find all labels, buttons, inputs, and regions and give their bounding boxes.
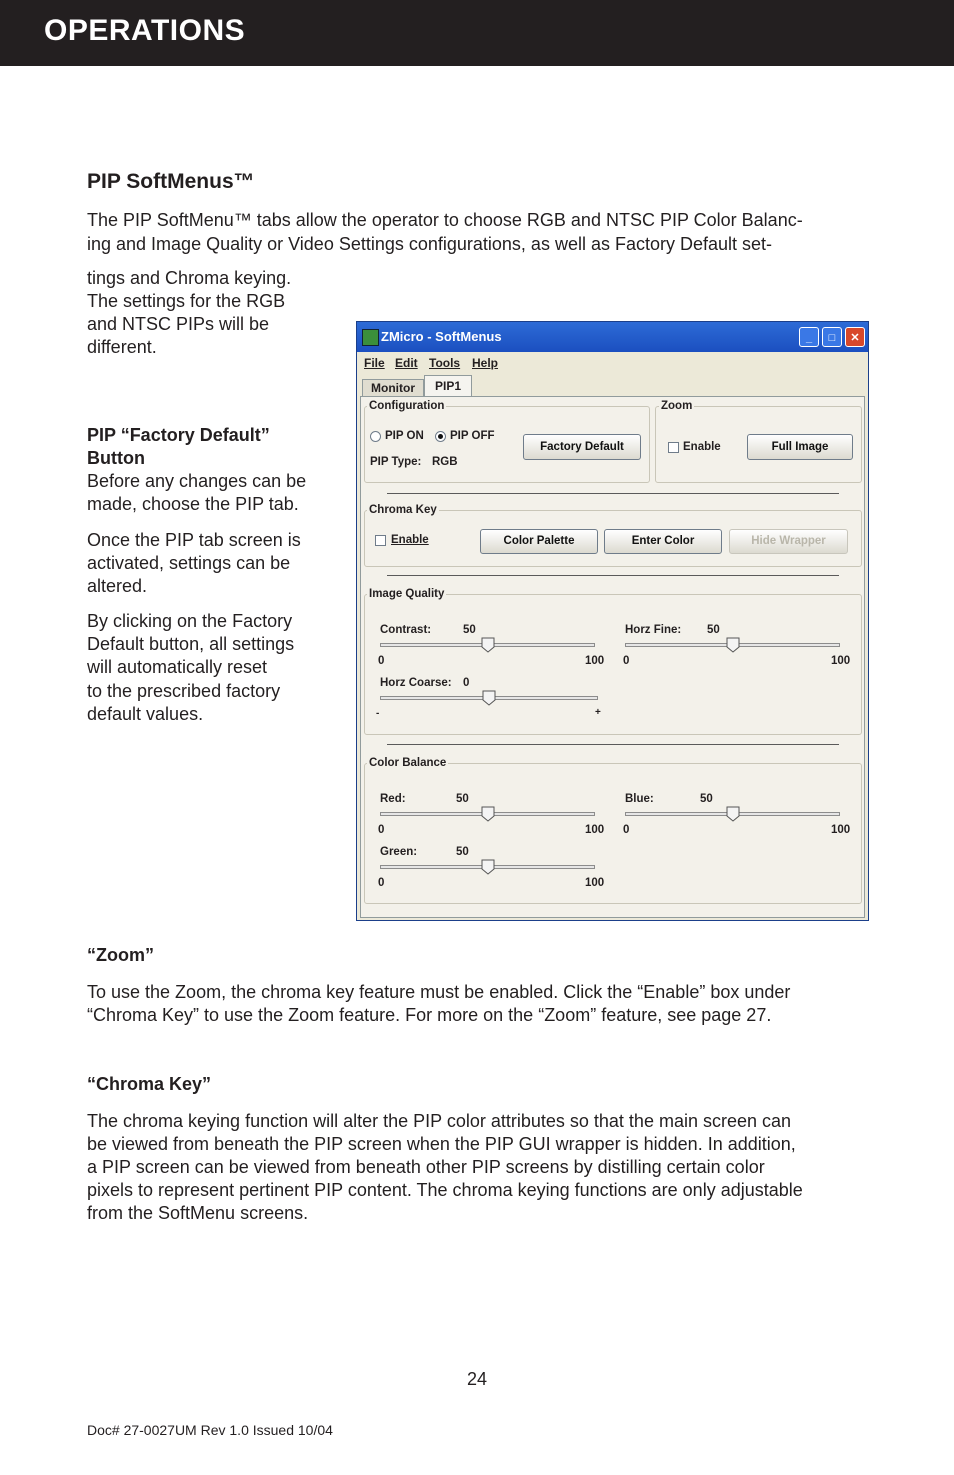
horz-coarse-slider-thumb[interactable] [482, 690, 496, 706]
red-label: Red: [380, 793, 406, 805]
intro-line: tings and Chroma keying. [87, 268, 292, 288]
red-value: 50 [456, 793, 469, 805]
factory-title-line1: PIP “Factory Default” [87, 425, 270, 445]
pip-type-value: RGB [432, 456, 458, 468]
factory-line: will automatically reset [87, 657, 268, 677]
tab-pip1[interactable]: PIP1 [424, 375, 472, 397]
factory-line: altered. [87, 576, 148, 596]
factory-line: default values. [87, 704, 204, 724]
page-number: 24 [466, 1369, 488, 1389]
menu-tools[interactable]: Tools [429, 356, 461, 370]
horz-fine-slider-thumb[interactable] [726, 637, 740, 653]
contrast-label: Contrast: [380, 624, 432, 636]
zoom-section-line: To use the Zoom, the chroma key feature must be enabled. Click the “Enable” box under [87, 982, 791, 1002]
section-title: PIP SoftMenus™ [87, 170, 255, 193]
chroma-section-line: be viewed from beneath the PIP screen when the PIP GUI wrapper is hidden. In addition, [87, 1134, 796, 1154]
window-titlebar[interactable] [357, 322, 868, 352]
intro-line: different. [87, 337, 157, 357]
horz-coarse-min: - [376, 708, 380, 719]
color-balance-label: Color Balance [369, 757, 447, 769]
color-palette-button[interactable]: Color Palette [480, 529, 598, 554]
factory-line: to the prescribed factory [87, 681, 281, 701]
menu-edit[interactable]: Edit [395, 356, 418, 370]
intro-line: The settings for the RGB [87, 291, 286, 311]
blue-max: 100 [831, 824, 851, 836]
full-image-button[interactable]: Full Image [747, 434, 853, 460]
zoom-enable-checkbox[interactable] [668, 442, 679, 453]
minimize-icon[interactable]: _ [799, 327, 819, 347]
hide-wrapper-button[interactable]: Hide Wrapper [729, 529, 848, 554]
chroma-section-line: from the SoftMenu screens. [87, 1203, 309, 1223]
zoom-section-line: “Chroma Key” to use the Zoom feature. For more on the “Zoom” feature, see page 27. [87, 1005, 772, 1025]
zoom-label: Zoom [661, 400, 693, 412]
softmenus-window [356, 321, 869, 921]
menu-file[interactable]: File [364, 356, 385, 370]
blue-label: Blue: [625, 793, 654, 805]
intro-line: The PIP SoftMenu™ tabs allow the operator to choose RGB and NTSC PIP Color Balanc- [87, 210, 803, 230]
contrast-max: 100 [585, 655, 605, 667]
intro-line: ing and Image Quality or Video Settings configurations, as well as Factory Default set- [87, 234, 773, 254]
color-balance-group [364, 763, 862, 904]
blue-slider-thumb[interactable] [726, 806, 740, 822]
chroma-section-line: a PIP screen can be viewed from beneath other PIP screens by distilling certain color [87, 1157, 765, 1177]
factory-line: By clicking on the Factory [87, 611, 293, 631]
blue-value: 50 [700, 793, 713, 805]
intro-line: and NTSC PIPs will be [87, 314, 270, 334]
blue-min: 0 [623, 824, 630, 836]
separator [387, 493, 839, 494]
chroma-section-line: The chroma keying function will alter the PIP color attributes so that the main screen can [87, 1111, 792, 1131]
factory-default-button[interactable]: Factory Default [523, 434, 641, 460]
factory-line: activated, settings can be [87, 553, 291, 573]
pip-on-label: PIP ON [385, 430, 424, 442]
zoom-section-title: “Zoom” [87, 945, 154, 965]
menu-bar [357, 352, 868, 374]
horz-fine-label: Horz Fine: [625, 624, 682, 636]
green-min: 0 [378, 877, 385, 889]
enter-color-button[interactable]: Enter Color [604, 529, 722, 554]
zoom-enable-label: Enable [683, 441, 721, 453]
green-value: 50 [456, 846, 469, 858]
close-icon[interactable]: ✕ [845, 327, 865, 347]
tab-monitor[interactable]: Monitor [362, 379, 424, 397]
image-quality-group [364, 594, 862, 735]
chroma-key-label: Chroma Key [369, 504, 437, 516]
window-title: ZMicro - SoftMenus [381, 329, 502, 344]
header-title: OPERATIONS [44, 14, 246, 47]
horz-fine-max: 100 [831, 655, 851, 667]
doc-id: Doc# 27-0027UM Rev 1.0 Issued 10/04 [87, 1422, 333, 1438]
red-max: 100 [585, 824, 605, 836]
chroma-section-title: “Chroma Key” [87, 1074, 212, 1094]
contrast-slider-thumb[interactable] [481, 637, 495, 653]
chroma-enable-checkbox[interactable] [375, 535, 386, 546]
horz-fine-value: 50 [707, 624, 720, 636]
green-max: 100 [585, 877, 605, 889]
app-icon [362, 329, 379, 346]
factory-line: Default button, all settings [87, 634, 295, 654]
horz-coarse-label: Horz Coarse: [380, 677, 452, 689]
horz-coarse-value: 0 [463, 677, 470, 689]
page-header [0, 0, 954, 66]
chroma-enable-label: Enable [391, 534, 429, 546]
green-slider-thumb[interactable] [481, 859, 495, 875]
factory-line: Before any changes can be [87, 471, 307, 491]
contrast-min: 0 [378, 655, 385, 667]
pip-off-label: PIP OFF [450, 430, 495, 442]
pip-off-radio[interactable] [435, 431, 446, 442]
separator [387, 575, 839, 576]
horz-fine-min: 0 [623, 655, 630, 667]
chroma-section-line: pixels to represent pertinent PIP content. The chroma keying functions are only adjustable [87, 1180, 803, 1200]
factory-line: made, choose the PIP tab. [87, 494, 299, 514]
horz-coarse-max: + [595, 707, 601, 718]
image-quality-label: Image Quality [369, 588, 445, 600]
menu-help[interactable]: Help [472, 356, 499, 370]
green-label: Green: [380, 846, 418, 858]
factory-title-line2: Button [87, 448, 145, 468]
pip-type-label: PIP Type: [370, 456, 422, 468]
pip-on-radio[interactable] [370, 431, 381, 442]
factory-line: Once the PIP tab screen is [87, 530, 301, 550]
red-min: 0 [378, 824, 385, 836]
configuration-label: Configuration [369, 400, 445, 412]
separator [387, 744, 839, 745]
contrast-value: 50 [463, 624, 476, 636]
red-slider-thumb[interactable] [481, 806, 495, 822]
maximize-icon[interactable]: □ [822, 327, 842, 347]
